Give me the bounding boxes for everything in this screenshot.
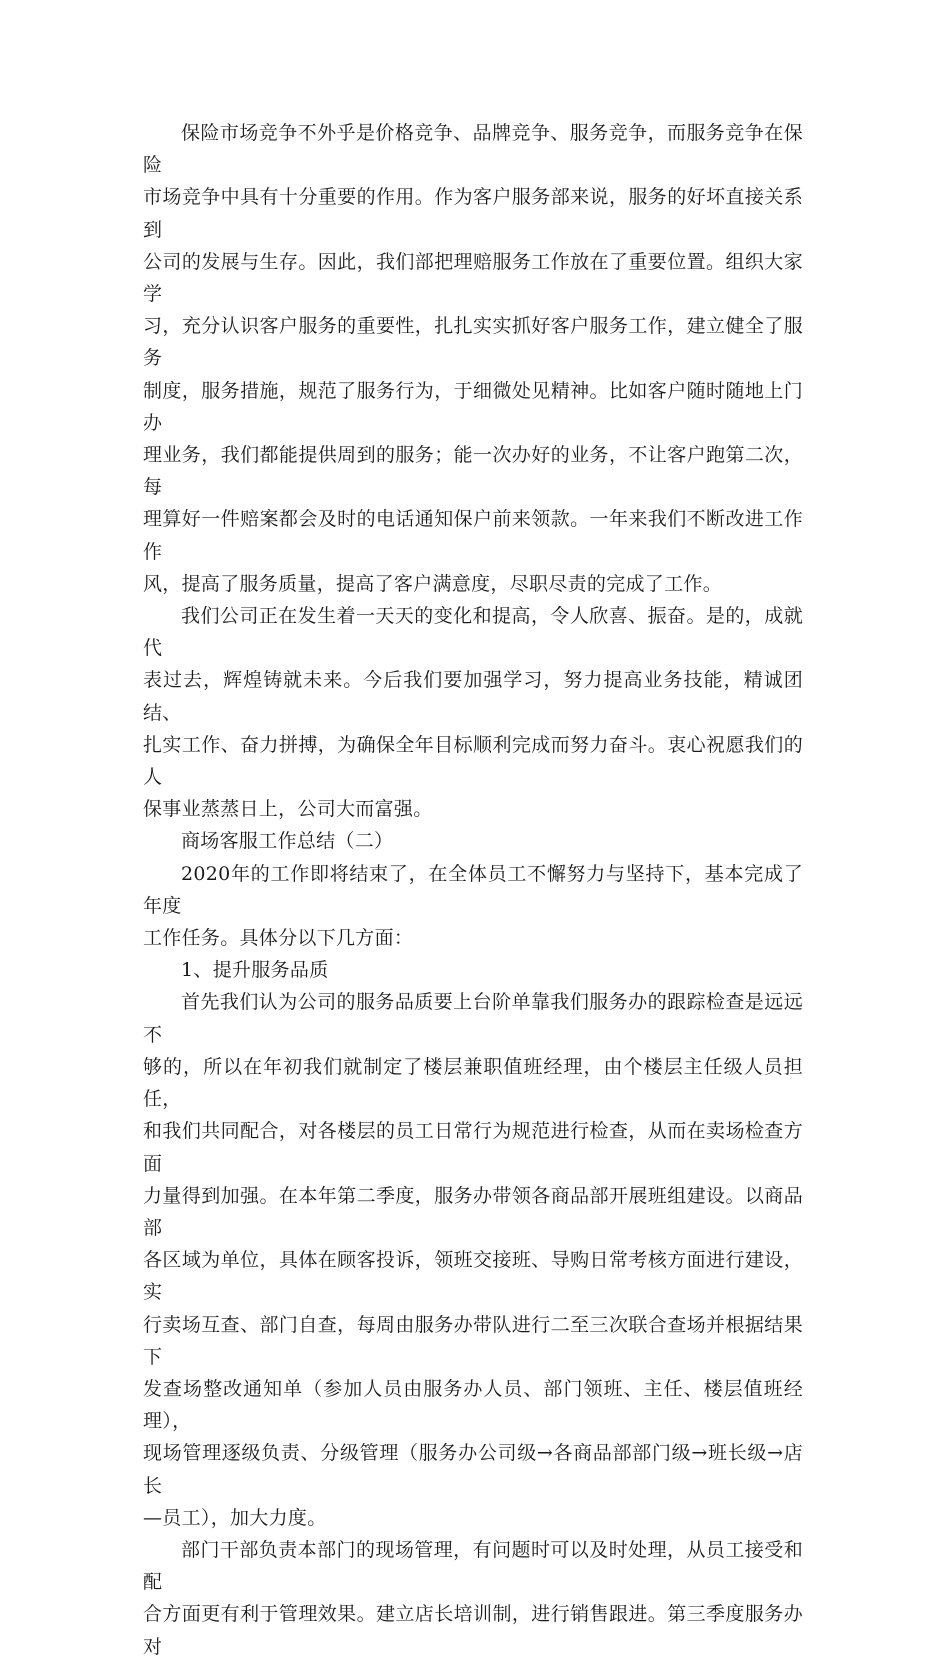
paragraph-insurance-competition: 保险市场竞争不外乎是价格竞争、品牌竞争、服务竞争，而服务竞争在保险 市场竞争中具有十分重要的作用。作为客户服务部来说，服务的好坏直接关系到 公司的发展与生存。因此，我们部把理赔服务工作放在了重要位置。组织大家学 习，充分认识客户服务的重要性，扎扎实实抓好客户服务工作，建立健全了服务 制度，服务措施，规范了服务行为，于细微处见精神。比如客户随时随地上门办 理业务，我们都能提供周到的服务；能一次办好的业务，不让客户跑第二次，每 理算好一件赔案都会及时的电话通知保户前来领款。一年来我们不断改进工作作 风，提高了服务质量，提高了客户满意度，尽职尽责的完成了工作。 [143,122,803,595]
paragraph-year-summary: 2020年的工作即将结束了，在全体员工不懈努力与坚持下，基本完成了年度 工作任务。具体分以下几方面： [143,862,803,950]
list-heading-service-quality: 1、提升服务品质 [181,959,329,982]
section-heading: 商场客服工作总结（二） [181,830,394,853]
paragraph-service-inspection: 首先我们认为公司的服务品质要上台阶单靠我们服务办的跟踪检查是远远不 够的，所以在年初我们就制定了楼层兼职值班经理，由个楼层主任级人员担任， 和我们共同配合，对各楼层的员工日常行为规范进行检查，从而在卖场检查方面 力量得到加强。在本年第二季度，服务办带领各商品部开展班组建设。以商品部 各区域为单位，具体在顾客投诉，领班交接班、导购日常考核方面进行建设，实 行卖场互查、部门自查，每周由服务办带队进行二至三次联合查场并根据结果下 发查场整改通知单（参加人员由服务办人员、部门领班、主任、楼层值班经理）， 现场管理逐级负责、分级管理（服务办公司级→各商品部部门级→班长级→店长 —员工），加大力度。 [143,991,803,1529]
document-body [143,117,803,1663]
paragraph-company-progress: 我们公司正在发生着一天天的变化和提高，令人欣喜、振奋。是的，成就代 表过去，辉煌铸就未来。今后我们要加强学习，努力提高业务技能，精诚团结、 扎实工作、奋力拼搏，为确保全年目标顺利完成而努力奋斗。衷心祝愿我们的人 保事业蒸蒸日上，公司大而富强。 [143,605,803,821]
paragraph-department-management: 部门干部负责本部门的现场管理，有问题时可以及时处理，从员工接受和配 合方面更有利于管理效果。建立店长培训制，进行销售跟进。第三季度服务办对 [143,1538,803,1658]
